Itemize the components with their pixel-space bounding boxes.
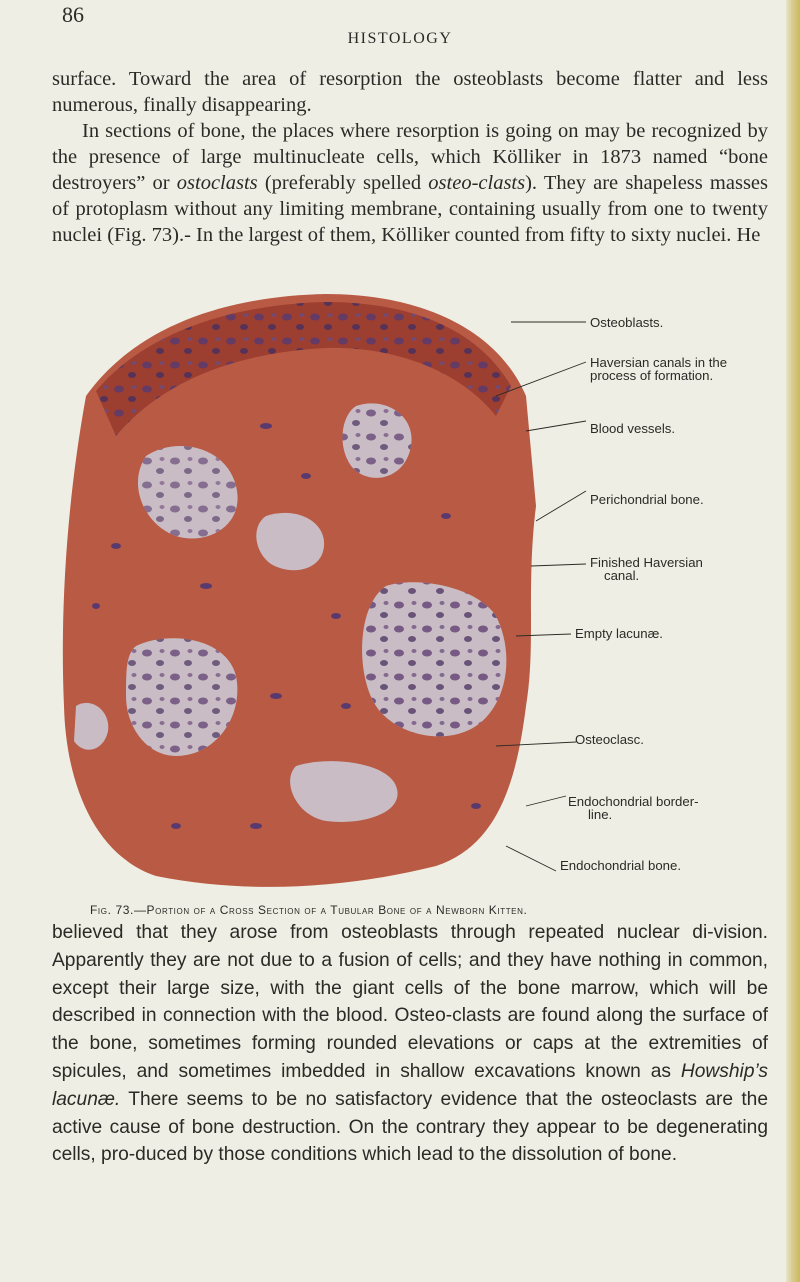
top-text — [52, 66, 768, 248]
bottom-em-howships-lacunae: Howship’s lacunæ. — [52, 1060, 768, 1110]
page-edge — [786, 0, 800, 1282]
bottom-text-2: There seems to be no satisfactory evidence that the osteoclasts are the active cause of bone destruction. On the contrary they appear to be degenerating cells, pro-duced by those conditions which lead to the dissolution of bone. — [52, 1088, 768, 1166]
figure-caption — [90, 903, 790, 917]
label-endochondrial-bone: Endochondrial bone. — [560, 858, 681, 873]
paragraph-1: surface. Toward the area of resorption the osteoblasts become flatter and less numerous, finally disappearing. — [52, 68, 768, 116]
bottom-text — [52, 919, 768, 1169]
p2-em-ostoclasts: ostoclasts — [176, 172, 258, 194]
running-head: HISTOLOGY — [347, 30, 453, 47]
label-finished-haversian-1: Finished Haversian — [590, 555, 703, 570]
label-endochondrial-border-2: line. — [588, 807, 613, 822]
label-haversian-formation-2: process of formation. — [590, 368, 714, 383]
label-empty-lacunae: Empty lacunæ. — [575, 626, 663, 641]
p2-text-3: ). They are shapeless masses of protoplasm without any limiting membrane, containing usually from one to twenty nuclei (Fig. 73).- In the largest of them, Kölliker counted from fifty to sixty nuclei. He — [52, 172, 769, 246]
p2-em-osteoclasts: osteo-clasts — [428, 172, 526, 194]
label-finished-haversian-2: canal. — [604, 568, 640, 583]
caption-prefix: Fig. 73. — [90, 903, 134, 917]
p2-text-1: In sections of bone, the places where resorption is going on may be recognized by the presence of large multinucleate cells, which Kölliker in 1873 named “bone destroyers” or — [52, 120, 768, 194]
label-osteoblasts: Osteoblasts. — [590, 315, 664, 330]
caption-text: —Portion of a Cross Section of a Tubular Bone of a Newborn Kitten. — [133, 903, 528, 917]
label-perichondrial-bone: Perichondrial bone. — [590, 492, 704, 507]
paragraph-2 — [52, 118, 768, 248]
label-haversian-formation-1: Haversian canals in the — [590, 355, 728, 370]
bone-section-illustration — [56, 286, 596, 902]
label-blood-vessels: Blood vessels. — [590, 421, 676, 436]
bottom-text-1: believed that they arose from osteoblasts through repeated nuclear di-vision. Apparently they are not due to a fusion of cells; and they have nothing in common, except their large size, with the giant cells of the bone marrow, which will be described in connection with the blood. Osteo-clasts are found along the surface of the bone, sometimes forming rounded elevations or caps at the extremities of spicules, and sometimes imbedded in shallow excavations known as — [52, 922, 768, 1082]
p2-text-2: (preferably spelled — [257, 172, 429, 194]
label-endochondrial-border-1: Endochondrial border- — [568, 794, 699, 809]
page-number: 86 — [62, 2, 84, 27]
label-osteoclast: Osteoclasc. — [575, 732, 644, 747]
